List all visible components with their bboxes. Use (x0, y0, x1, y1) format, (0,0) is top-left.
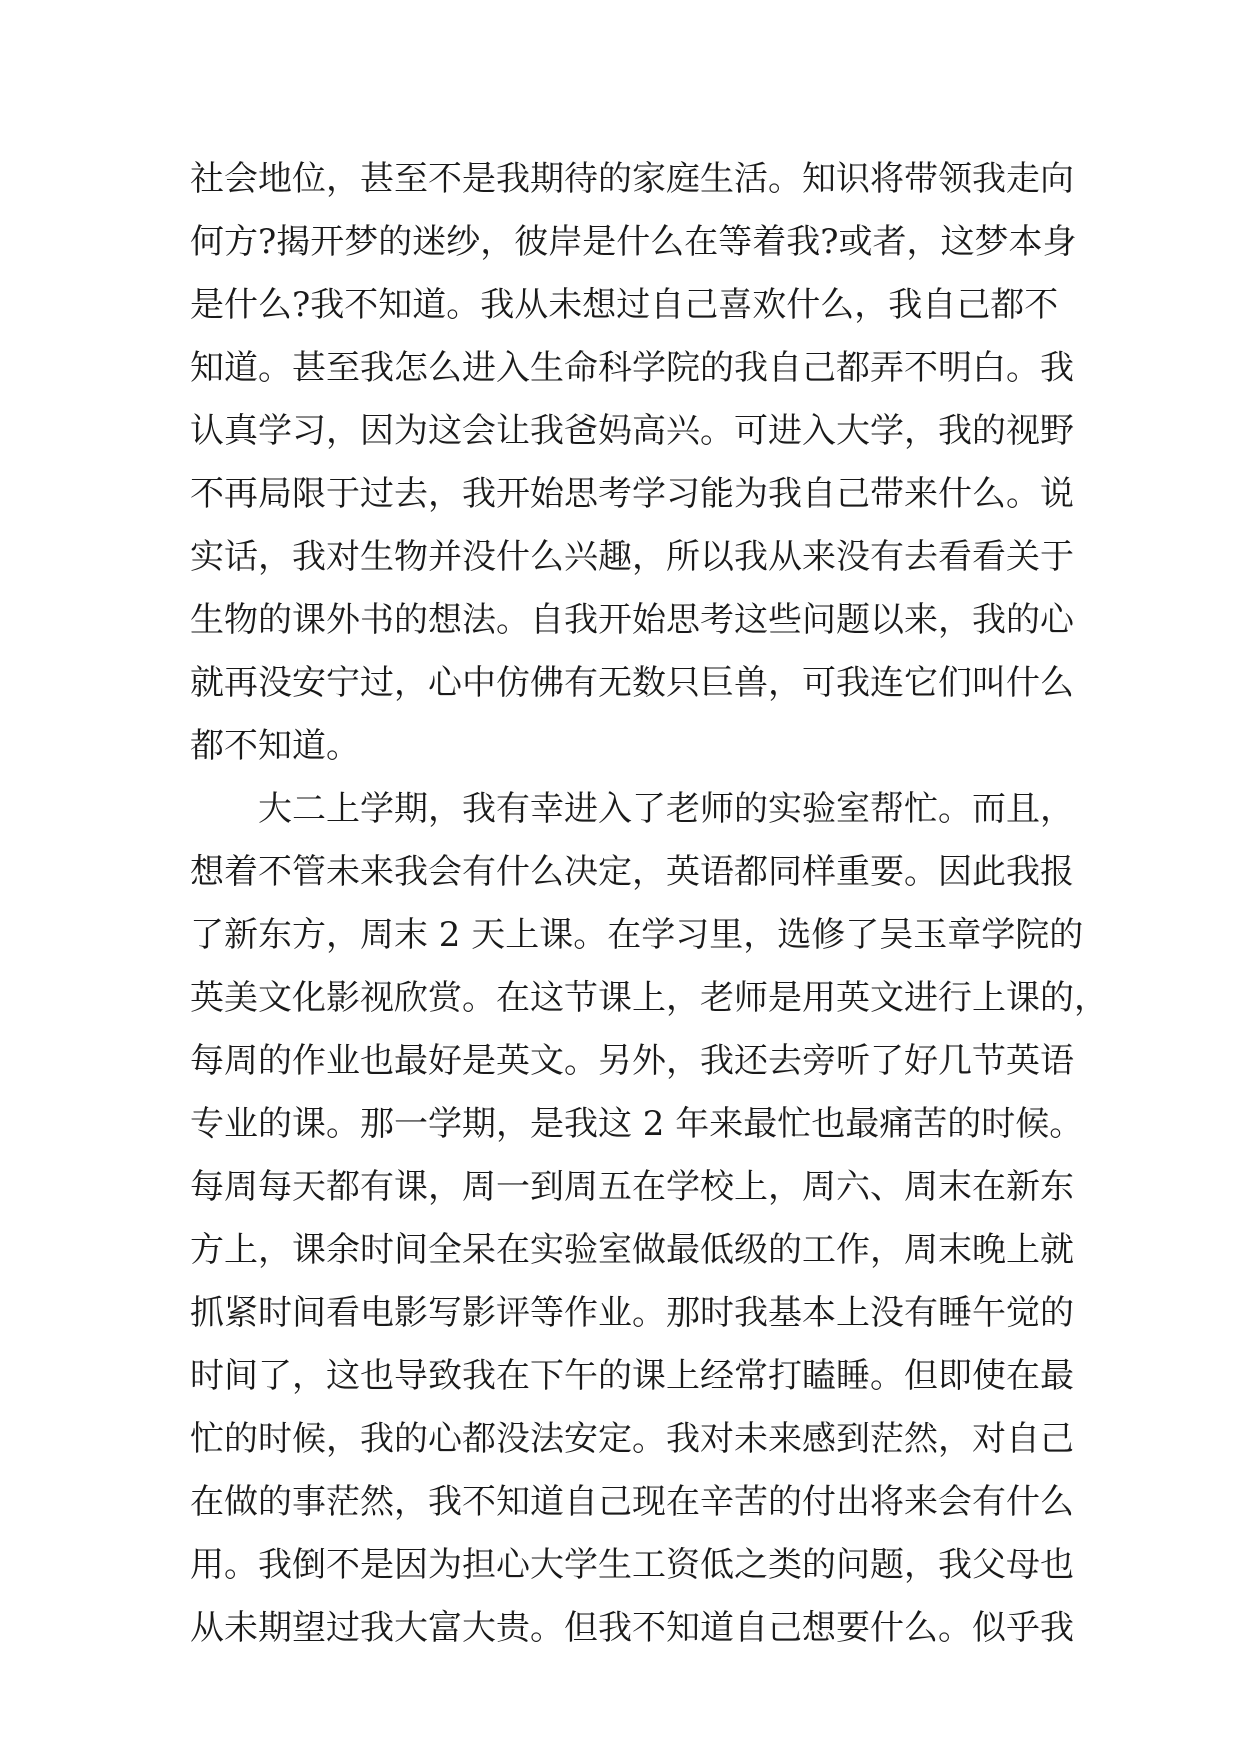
text-line: 社会地位，甚至不是我期待的家庭生活。知识将带领我走向 (190, 159, 1074, 199)
text-line: 是什么?我不知道。我从未想过自己喜欢什么，我自己都不 (190, 285, 1059, 325)
text-line: 从未期望过我大富大贵。但我不知道自己想要什么。似乎我 (190, 1608, 1074, 1648)
text-line: 不再局限于过去，我开始思考学习能为我自己带来什么。说 (190, 474, 1074, 514)
text-line: 每周每天都有课，周一到周五在学校上，周六、周末在新东 (190, 1167, 1074, 1207)
text-line: 在做的事茫然，我不知道自己现在辛苦的付出将来会有什么 (190, 1482, 1074, 1522)
text-line: 实话，我对生物并没什么兴趣，所以我从来没有去看看关于 (190, 537, 1074, 577)
text-line: 生物的课外书的想法。自我开始思考这些问题以来，我的心 (190, 600, 1074, 640)
body-text (190, 148, 1108, 1660)
text-line: 就再没安宁过，心中仿佛有无数只巨兽，可我连它们叫什么 (190, 663, 1074, 703)
paragraph-start-line: 大二上学期，我有幸进入了老师的实验室帮忙。而且， (190, 789, 1074, 829)
text-line: 了新东方，周末 2 天上课。在学习里，选修了吴玉章学院的 (190, 915, 1084, 955)
text-line: 时间了，这也导致我在下午的课上经常打瞌睡。但即使在最 (190, 1356, 1074, 1396)
text-line: 英美文化影视欣赏。在这节课上，老师是用英文进行上课的， (190, 978, 1108, 1018)
text-line: 想着不管未来我会有什么决定，英语都同样重要。因此我报 (190, 852, 1074, 892)
text-line: 方上，课余时间全呆在实验室做最低级的工作，周末晚上就 (190, 1230, 1074, 1270)
text-line: 何方?揭开梦的迷纱，彼岸是什么在等着我?或者，这梦本身 (190, 222, 1077, 262)
text-line: 用。我倒不是因为担心大学生工资低之类的问题，我父母也 (190, 1545, 1074, 1585)
text-line: 知道。甚至我怎么进入生命科学院的我自己都弄不明白。我 (190, 348, 1074, 388)
text-line: 认真学习，因为这会让我爸妈高兴。可进入大学，我的视野 (190, 411, 1074, 451)
text-line: 抓紧时间看电影写影评等作业。那时我基本上没有睡午觉的 (190, 1293, 1074, 1333)
text-line: 都不知道。 (190, 726, 360, 766)
text-line: 专业的课。那一学期，是我这 2 年来最忙也最痛苦的时候。 (190, 1104, 1084, 1144)
text-line: 每周的作业也最好是英文。另外，我还去旁听了好几节英语 (190, 1041, 1074, 1081)
text-line: 忙的时候，我的心都没法安定。我对未来感到茫然，对自己 (190, 1419, 1074, 1459)
